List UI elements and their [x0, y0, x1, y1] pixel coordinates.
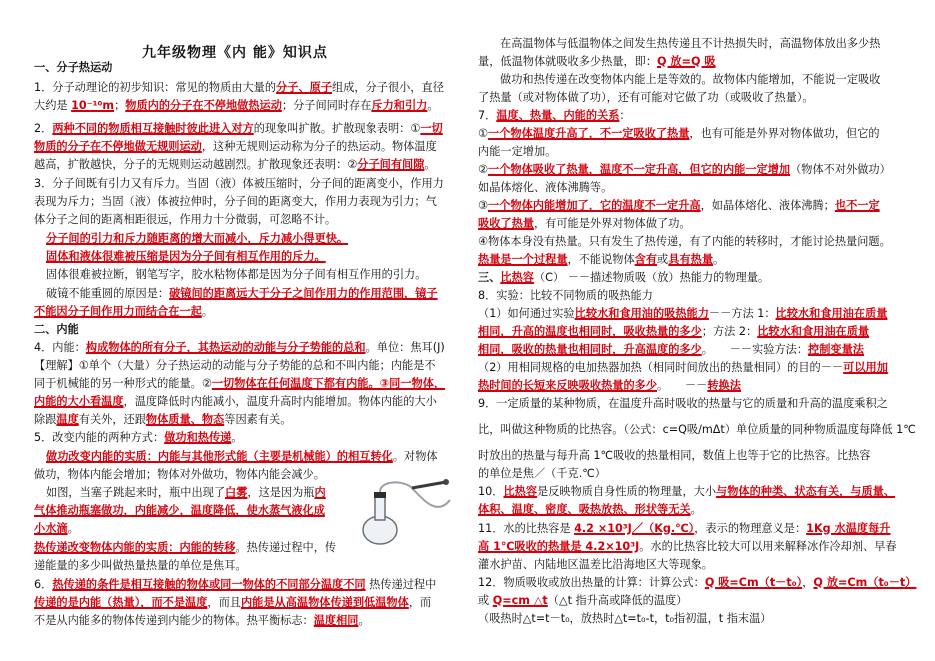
left-text-line	[34, 394, 437, 409]
highlighted-text: 内能的大小看温度	[34, 395, 124, 408]
text-span: 做功，物体内能会增加；物体对外做功，物体内能会减少。	[34, 468, 325, 481]
right-text-line	[478, 270, 769, 285]
right-text-line	[478, 539, 897, 554]
text-span: 如晶体熔化、液体沸腾等。	[478, 181, 613, 194]
text-span: 。对物体	[392, 450, 438, 463]
text-span: 二、内能	[34, 323, 79, 336]
right-text-line	[478, 502, 702, 517]
text-span: 。	[427, 99, 439, 112]
highlighted-text: 比热容	[500, 271, 534, 284]
highlighted-text: 一个物体温度升高了，不一定吸收了热量	[488, 127, 690, 140]
highlighted-text: 传递的是内能（热量），而不是温度	[34, 596, 208, 609]
text-span: 的现象叫扩散。扩散现象表明：①	[253, 122, 421, 135]
highlighted-text: 高 1℃吸收的热量是 4.2×10³J	[478, 540, 640, 553]
highlighted-text: ：内能的转移	[168, 541, 236, 554]
highlighted-text: 一切物体在任何温度下都有内能。③同一物体，	[211, 377, 446, 390]
left-text-line	[34, 60, 112, 75]
text-span: 。 －－	[657, 379, 708, 392]
text-span: 大约是	[34, 99, 72, 112]
text-span: 固体很难被拉断，钢笔写字，胶水粘物体都是因为分子间有相互作用的引力。	[46, 268, 427, 281]
left-text-line	[46, 267, 426, 282]
highlighted-text: Q 放=Cm（t₀－t）	[813, 576, 917, 589]
highlighted-text: 一个物体吸收了热量，温度不一定升高，但它的内能一定增加	[488, 163, 791, 176]
left-text-line	[34, 194, 437, 209]
text-span: 体分子之间的距离相距很远，作用力十分微弱，可忽略不计。	[34, 213, 337, 226]
highlighted-text: 转换法	[707, 379, 741, 392]
right-text-line	[478, 234, 891, 249]
text-span: （吸热时△t=t－t₀，放热时△t=t₀-t，t₀指初温，t 指末温）	[478, 612, 772, 625]
text-span: 量，低温物体就吸收多少热量，即：	[478, 55, 658, 68]
text-span: ，而	[408, 596, 432, 609]
right-text-line	[478, 180, 612, 195]
text-span: ；	[114, 99, 126, 112]
highlighted-text: 做功和热传递	[164, 431, 232, 444]
text-span: 。	[713, 253, 725, 266]
highlighted-text: 热量是一个过程量	[478, 253, 568, 266]
text-span: ，不能说物体	[567, 253, 635, 266]
right-text-line	[478, 306, 887, 321]
highlighted-text: 白雾	[225, 486, 248, 499]
highlighted-text: 热时间的长短来反映吸收热量的多少	[478, 379, 658, 392]
left-text-line	[34, 322, 79, 337]
text-span: 8．实验：比较不同物质的吸热能力	[478, 289, 653, 302]
highlighted-text: 一个物体内能增加了，它的温度不一定升高	[488, 199, 701, 212]
right-text-line	[478, 288, 653, 303]
text-span: 一、分子热运动	[34, 61, 113, 74]
text-span: 。	[690, 503, 702, 516]
text-span: 除跟	[34, 413, 57, 426]
highlighted-text: 具有	[668, 253, 691, 266]
text-span: 7．	[478, 109, 497, 122]
text-span: 。	[424, 158, 436, 171]
highlighted-text: 构成物体的所有分子，其热运动的动能与分子势能的总和	[85, 341, 366, 354]
text-span: 的单位是焦／（千克.℃）	[478, 467, 606, 480]
highlighted-text: ：内能与其他形式能（主要是机械能）的相互转化	[146, 450, 393, 463]
highlighted-text: 温度	[56, 413, 79, 426]
text-span: 有关外，还跟	[78, 413, 146, 426]
right-text-line	[478, 144, 556, 159]
right-text-line	[478, 448, 870, 463]
highlighted-text: 也不一定	[834, 199, 880, 212]
text-span: ①	[478, 127, 489, 140]
highlighted-text: 比较水和食用油在质量	[757, 325, 870, 338]
text-span: 破镜不能重圆的原因是：	[46, 287, 170, 300]
text-span: 灌水护苗、内陆地区温差比沿海地区大等现象。	[478, 558, 713, 571]
highlighted-text: 做功改变内能的实质	[46, 450, 147, 463]
left-text-line	[34, 503, 325, 518]
text-span: 做功和热传递在改变物体内能上是等效的。故物体内能增加，不能说一定吸收	[500, 73, 881, 86]
text-span: 2．	[34, 122, 53, 135]
right-text-line	[478, 396, 888, 411]
highlighted-text: 热量	[690, 253, 714, 266]
highlighted-text: 含有	[634, 253, 658, 266]
text-span: ④物体本身没有热量。只有发生了热传递，有了内能的转移时，才能讨论热量问题。	[478, 235, 891, 248]
text-span: 【理解】①单个（大量）分子热运动的动能与分子势能的总和不叫内能；内能是不	[34, 359, 436, 372]
highlighted-text: 比热容	[503, 485, 538, 498]
right-text-line	[478, 378, 741, 393]
highlighted-text: 两种不同的物质相互接触时彼此进入对方	[52, 122, 254, 135]
highlighted-text: 破镜间的距离远大于分子之间作用力的作用范围，镜子	[169, 287, 438, 300]
left-text-line	[46, 231, 348, 246]
flask-heating-icon	[346, 478, 458, 548]
text-span: ，有可能是外界对物体做了功。	[533, 217, 691, 230]
text-span: （1）如何通过实验	[478, 307, 575, 320]
highlighted-text: 分子间有间隙	[357, 158, 425, 171]
right-text-line	[478, 466, 606, 481]
right-text-line	[478, 521, 890, 536]
text-span: 。	[231, 431, 243, 444]
text-span: 1．分子动理论的初步知识：常见的物质由大量的	[34, 81, 277, 94]
text-span: 12．物质吸收或放出热量的计算：计算公式：	[478, 576, 705, 589]
left-text-line	[34, 613, 370, 628]
highlighted-text: 温度相同	[313, 614, 359, 627]
left-text-line	[34, 304, 213, 319]
text-span: 等因素有关。	[224, 413, 292, 426]
text-span: 6．	[34, 578, 53, 591]
text-span: 9．一定质量的某种物质，在温度升高时吸收的热量与它的质量和升高的温度乘积之	[478, 397, 888, 410]
page-title: 九年级物理《内 能》知识点	[142, 45, 328, 61]
text-span: 时放出的热量与每升高 1℃吸收的热量相同，数值上也等于它的比热容。比热容	[478, 449, 871, 462]
right-text-line	[478, 484, 895, 499]
highlighted-text: 一切	[420, 122, 443, 135]
highlighted-text: 小水滴	[34, 522, 68, 535]
left-text-line	[34, 595, 431, 610]
highlighted-text: 物体质量、物态	[145, 413, 225, 426]
left-text-line	[46, 286, 438, 301]
highlighted-text: 热传递改变物体内能的实质	[34, 541, 169, 554]
right-text-line	[478, 360, 888, 375]
text-span: 如图，当塞子跳起来时，瓶中出现了	[46, 486, 226, 499]
right-text-line	[478, 162, 891, 177]
text-span: 。 －－实验方法：	[701, 343, 809, 356]
text-span: （2）用相同规格的电加热器加热（相同时间放出的热量相同）的目的－－	[478, 361, 844, 374]
left-text-line	[34, 358, 436, 373]
highlighted-text: 相同，吸收的热量也相同时，升高温度的多少	[478, 343, 702, 356]
highlighted-text: 体积、温度、密度、吸热放热、形状等无关	[478, 503, 691, 516]
text-span: 。	[201, 305, 214, 318]
right-text-line	[478, 54, 716, 69]
text-span: ：	[619, 109, 631, 122]
left-text-line	[46, 485, 326, 500]
highlighted-text: 比较水和食用油的吸热能力	[574, 307, 709, 320]
text-span: －－方法 1：	[708, 307, 776, 320]
highlighted-text: 不能因分子间作用力而结合在一起	[34, 305, 202, 318]
highlighted-text: 吸收了热量	[478, 217, 534, 230]
left-text-line	[34, 98, 439, 113]
text-span: 。单位：焦耳(J)	[365, 341, 445, 354]
left-text-line	[34, 139, 437, 154]
right-text-line	[478, 593, 687, 608]
text-span: 组成，分子很小，直径	[332, 81, 444, 94]
text-span: ，表示的物理意义是：	[694, 522, 807, 535]
highlighted-text: 与物体的种类、状态有关，与质量、	[716, 485, 896, 498]
text-span: 或	[657, 253, 669, 266]
left-text-line	[46, 449, 438, 464]
text-span: 。热传递过程中，传	[235, 541, 337, 554]
text-span: （C） －－描述物质吸（放）热能力的物理量。	[533, 271, 770, 284]
text-span: 在高温物体与低温物体之间发生热传递且不计热损失时，高温物体放出多少热	[500, 37, 881, 50]
text-span: 内能一定增加。	[478, 145, 557, 158]
left-text-line	[46, 249, 326, 264]
left-text-line	[34, 430, 243, 445]
text-span: （物体不对外做功）	[790, 163, 891, 176]
text-span: ，这种无规则运动称为分子的热运动。物体温度	[201, 140, 437, 153]
text-span: 了热量（或对物体做了功），还有可能对它做了功（或吸收了热量）。	[478, 91, 814, 104]
right-text-line	[478, 575, 916, 590]
text-span: ，也有可能是外界对物体做功，但它的	[689, 127, 880, 140]
text-span: 三、	[478, 271, 501, 284]
text-span: 5．改变内能的两种方式：	[34, 431, 165, 444]
highlighted-text: Q=cm △t	[492, 594, 548, 607]
left-text-line	[34, 176, 444, 191]
highlighted-text: 温度、热量、内能的关系	[496, 109, 620, 122]
left-text-line	[34, 376, 445, 391]
left-text-line	[34, 540, 336, 555]
highlighted-text: 热传递的条件是相互接触的物体或同一物体的不同部分温度不同	[52, 578, 366, 591]
text-span: 越高，扩散越快，分子的无规则运动越剧烈。扩散现象还表明：②	[34, 158, 358, 171]
right-text-line	[478, 557, 713, 572]
highlighted-text: 物质的分子在不停地做无规则运动	[34, 140, 202, 153]
right-text-line	[478, 611, 771, 626]
highlighted-text: 分子间的引力和斥力随距离的增大而减小，斥力减小得更快。	[46, 232, 349, 245]
text-span: ，	[802, 576, 814, 589]
highlighted-text: 内	[314, 486, 326, 499]
left-text-line	[34, 412, 291, 427]
left-text-line	[34, 558, 247, 573]
text-span: 递能量的多少叫做热量热量的单位是焦耳。	[34, 559, 247, 572]
highlighted-text: 物质内的分子在不停地做热运动	[125, 99, 282, 112]
highlighted-text: 气体推动瓶塞做功，内能减少，温度降低，使水蒸气液化成	[34, 504, 325, 517]
text-span: ③	[478, 199, 489, 212]
highlighted-text: 固体和液体很难被压缩是因为分子间有相互作用的斥力。	[46, 250, 326, 263]
text-span: 。	[358, 614, 370, 627]
text-span: ，而且	[207, 596, 241, 609]
left-text-line	[34, 157, 436, 172]
text-span: 是反映物质自身性质的物理量，大小	[537, 485, 717, 498]
text-span: 表现为斥力；当固（液）体被拉伸时，分子间的距离变大，作用力表现为引力；气	[34, 195, 437, 208]
text-span: ，这是因为瓶	[247, 486, 315, 499]
text-span: 不是从内能多的物体传递到内能少的物体。热平衡标志：	[34, 614, 314, 627]
highlighted-text: 斥力和引力	[371, 99, 428, 112]
right-text-line	[478, 198, 880, 213]
right-text-line	[478, 324, 869, 339]
highlighted-text: 分子、原子	[276, 81, 333, 94]
right-text-line	[478, 252, 724, 267]
left-text-line	[34, 121, 443, 136]
right-text-line	[478, 422, 916, 437]
highlighted-text: 1Kg 水温度每升	[806, 522, 891, 535]
text-span: 。水的比热容比较大可以用来解释冰作冷却剂、早春	[639, 540, 897, 553]
text-span: 3．分子间既有引力又有斥力。当固（液）体被压缩时，分子间的距离变小，作用力	[34, 177, 444, 190]
left-text-line	[34, 340, 445, 355]
highlighted-text: 4.2 ×10³J／（Kg.℃）	[574, 522, 695, 535]
left-text-line	[34, 212, 336, 227]
text-span: 或	[478, 594, 493, 607]
text-span: ②	[478, 163, 489, 176]
highlighted-text: Q 放=Q 吸	[657, 55, 716, 68]
right-text-line	[500, 72, 880, 87]
text-span: 4．内能：	[34, 341, 86, 354]
highlighted-text: 内能是从高温物体传递到低温物体	[240, 596, 409, 609]
highlighted-text: 可以用加	[843, 361, 888, 374]
text-span: 10．	[478, 485, 504, 498]
right-text-line	[478, 90, 814, 105]
text-span: ，温度降低时内能减小，温度升高时内能增加。物体内能的大小	[123, 395, 437, 408]
highlighted-text: Q 吸=Cm（t－t₀）	[704, 576, 803, 589]
left-text-line	[34, 467, 325, 482]
text-span: （△t 指升高或降低的温度）	[547, 594, 688, 607]
left-text-line	[34, 521, 79, 536]
right-text-line	[478, 126, 880, 141]
text-span: 同于机械能的另一种形式的能量。②	[34, 377, 212, 390]
text-span: 比，叫做这种物质的比热容。（公式：c=Q吸/mΔt）单位质量的同种物质温度每降低 1℃	[478, 423, 916, 436]
text-span: 11．水的比热容是	[478, 522, 575, 535]
highlighted-text: 10⁻¹⁰m	[71, 99, 115, 112]
text-span: ；分子间同时存在	[281, 99, 372, 112]
highlighted-text: 相同，升高的温度也相同时，吸收热量的多少	[478, 325, 702, 338]
highlighted-text: 比较水和食用油在质量	[775, 307, 888, 320]
text-span: ，如晶体熔化、液体沸腾；	[700, 199, 835, 212]
right-text-line	[478, 108, 631, 123]
text-span: 热传递过程中	[365, 578, 437, 591]
left-text-line	[34, 80, 444, 95]
right-text-line	[478, 342, 864, 357]
right-text-line	[500, 36, 880, 51]
text-span: ；方法 2：	[701, 325, 758, 338]
left-text-line	[34, 577, 436, 592]
right-text-line	[478, 216, 691, 231]
highlighted-text: 控制变量法	[808, 343, 864, 356]
text-span: 。	[67, 522, 79, 535]
